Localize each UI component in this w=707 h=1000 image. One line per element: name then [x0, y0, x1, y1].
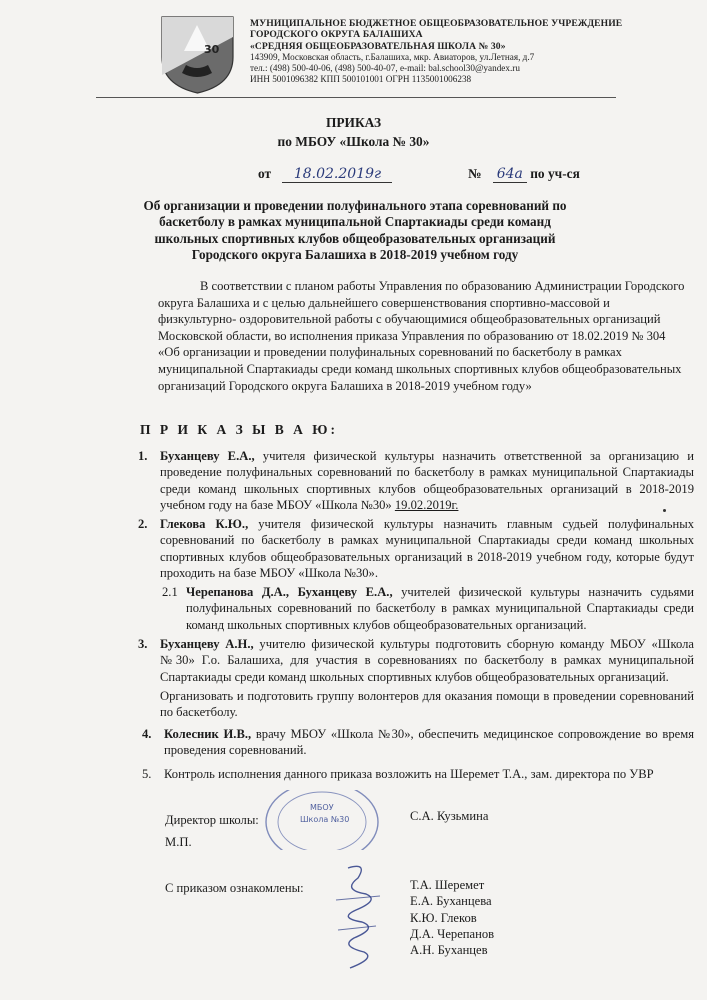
school-logo — [160, 15, 235, 95]
org-address: 143909, Московская область, г.Балашиха, мкр. Авиаторов, ул.Летная, д.7 — [250, 51, 535, 62]
order-item-1 — [138, 448, 694, 514]
stamp-text: Школа №30 — [300, 815, 350, 824]
org-name-line: ГОРОДСКОГО ОКРУГА БАЛАШИХА — [250, 29, 423, 41]
order-item-3 — [138, 636, 694, 685]
item-text: Контроль исполнения данного приказа возложить на Шеремет Т.А., зам. директора по УВР — [164, 767, 654, 781]
order-item-2 — [138, 516, 694, 582]
order-item-3-volunteers — [160, 688, 694, 721]
item-person: Колесник И.В., — [164, 727, 252, 741]
item-person: Глекова К.Ю., — [160, 517, 249, 531]
acquainted-person: Д.А. Черепанов — [410, 926, 495, 941]
org-name-line: «СРЕДНЯЯ ОБЩЕОБРАЗОВАТЕЛЬНАЯ ШКОЛА № 30» — [250, 40, 506, 52]
order-item-2-1 — [162, 584, 694, 633]
ink-dot — [663, 509, 666, 512]
item-number: 2.1 — [162, 585, 178, 599]
acquainted-person: К.Ю. Глеков — [410, 910, 477, 925]
acquainted-label: С приказом ознакомлены: — [165, 881, 304, 895]
order-word: П Р И К А З Ы В А Ю: — [140, 422, 338, 437]
item-number: 1. — [138, 449, 148, 463]
item-number: 3. — [138, 637, 148, 651]
stamp-text: МБОУ — [310, 803, 334, 812]
organization-header — [250, 18, 690, 86]
item-person: Буханцеву А.Н., — [160, 637, 254, 651]
director-name: С.А. Кузьмина — [410, 809, 489, 823]
order-date-line — [258, 166, 392, 183]
item-person: Буханцеву Е.А., — [160, 449, 255, 463]
order-subtitle: по МБОУ «Школа № 30» — [277, 134, 430, 149]
acquainted-person: Е.А. Буханцева — [410, 894, 492, 909]
item-text: учителя физической культуры назначить главным судьей полуфинальных соревнований по баскетболу в рамках муниципальной Спартакиады среди команд школьных спортивных клубов общеобразовательных организаций в 2018-2019 учебном году, которые будут проходить на базе МБОУ «Школа №30». — [160, 517, 694, 581]
signature-scribble — [328, 860, 388, 980]
preamble — [158, 278, 686, 394]
order-item-5 — [142, 766, 694, 782]
order-item-4 — [142, 726, 694, 759]
item-person: Черепанова Д.А., Буханцеву Е.А., — [186, 585, 393, 599]
order-title: ПРИКАЗ — [325, 115, 382, 130]
item-text: учителей физической культуры назначить судьями полуфинальных соревнований по баскетболу в рамках муниципальной Спартакиады среди команд школьных спортивных клубов общеобразовательных организаций. — [186, 585, 694, 632]
handwritten-number: 64а — [496, 166, 523, 182]
org-contacts: тел.: (498) 500-40-06, (498) 500-40-07, e-mail: bal.school30@yandex.ru — [250, 63, 520, 74]
handwritten-date: 18.02.2019г — [293, 166, 382, 182]
item-text: учителя физической культуры назначить ответственной за организацию и проведение полуфинальных соревнований по баскетболу в рамках муниципальной Спартакиады среди команд школьных спортивных клубов общеобразовательных организаций в 2018-2019 учебном году на базе МБОУ «Школа №30» — [160, 449, 694, 513]
item-text: Организовать и подготовить группу волонтеров для оказания помощи в проведении соревнований по баскетболу. — [160, 689, 694, 720]
preamble-text: В соответствии с планом работы Управления по образованию Администрации Городского округа Балашиха и с целью дальнейшего совершенствования спортивно-массовой и физкультурно- оздоровительной работы с обучающимися общеобразовательных организаций Московской области, во исполнения приказа Управления по образованию от 18.02.2019 № 304 «Об организации и проведении полуфинальных соревнований по баскетболу в рамках муниципальной Спартакиады среди команд школьных спортивных клубов общеобразовательных организаций Городского округа Балашиха в 2018-2019 учебном году» — [158, 279, 685, 393]
logo-number: 30 — [204, 43, 220, 56]
header-divider — [96, 97, 616, 98]
number-suffix: по уч-ся — [530, 166, 580, 181]
item-number: 5. — [142, 767, 152, 781]
org-name-line: МУНИЦИПАЛЬНОЕ БЮДЖЕТНОЕ ОБЩЕОБРАЗОВАТЕЛЬНОЕ УЧРЕЖДЕНИЕ — [250, 18, 623, 29]
from-label: от — [258, 166, 272, 181]
item-text: учителю физической культуры подготовить сборную команду МБОУ «Школа №30» Г.о. Балашиха, для участия в соревнованиях по баскетболу в рамках муниципальной Спартакиады среди команд школьных спортивных клубов общеобразовательных организаций. — [160, 637, 694, 684]
acquainted-list — [410, 877, 494, 958]
item-date: 19.02.2019г. — [394, 498, 459, 513]
order-number-line — [468, 166, 580, 183]
item-text: врачу МБОУ «Школа №30», обеспечить медицинское сопровождение во время проведения соревнований. — [164, 727, 694, 758]
acquainted-person: Т.А. Шеремет — [410, 878, 485, 892]
item-number: 2. — [138, 517, 148, 531]
acquainted-person: А.Н. Буханцев — [410, 943, 488, 958]
item-number: 4. — [142, 727, 152, 741]
director-label: Директор школы: — [165, 813, 259, 827]
school-stamp — [262, 790, 382, 850]
seal-label: М.П. — [165, 835, 192, 849]
number-label: № — [468, 166, 482, 181]
order-subject: Об организации и проведении полуфинального этапа соревнований по баскетболу в рамках муниципальной Спартакиады среди команд школьных спортивных клубов общеобразовательных организаций Городского округа Балашиха в 2018-2019 учебном году — [143, 198, 567, 262]
org-requisites: ИНН 5001096382 КПП 500101001 ОГРН 1135001006238 — [250, 74, 472, 85]
